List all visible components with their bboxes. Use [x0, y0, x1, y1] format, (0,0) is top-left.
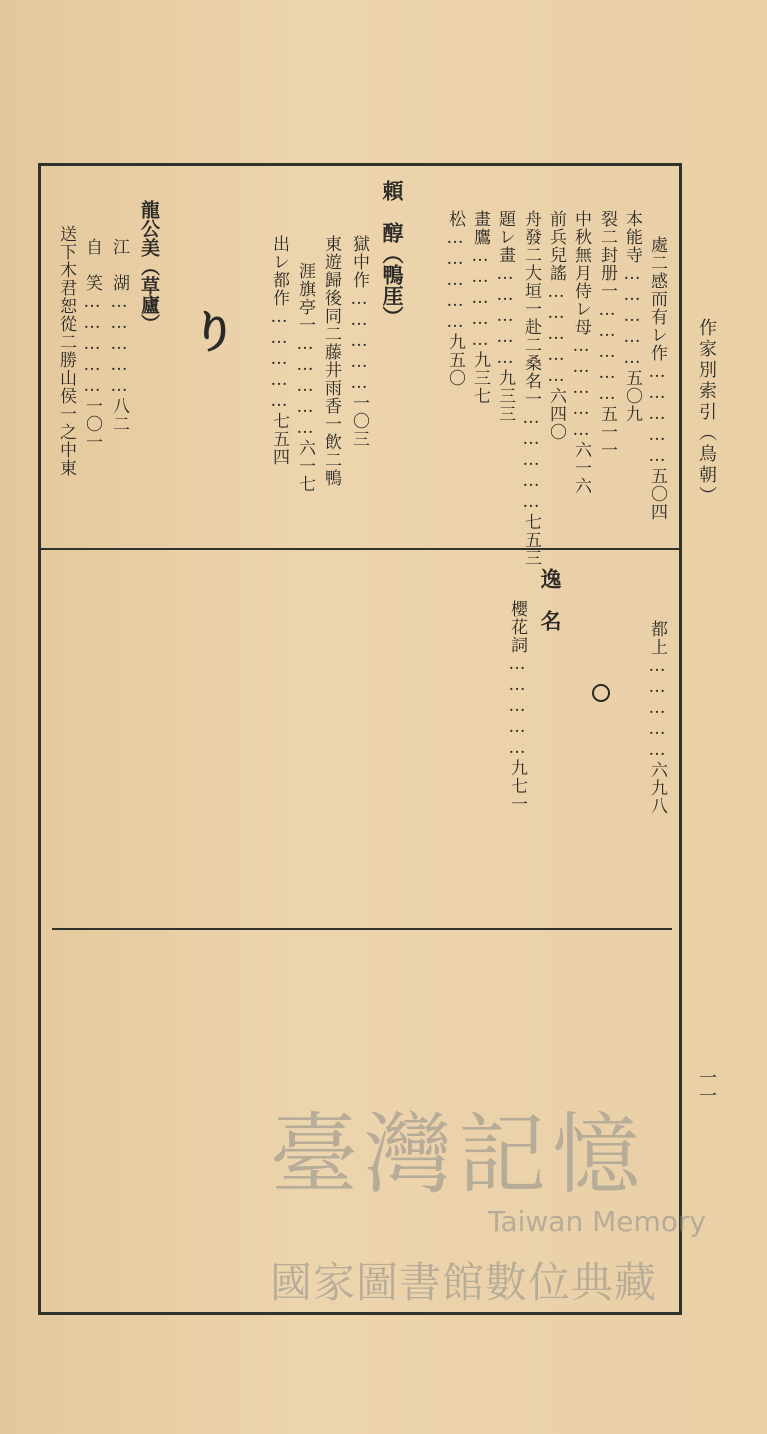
- watermark-library: 國家圖書館數位典藏: [270, 1258, 658, 1307]
- index-entry: 送下木君恕從二勝山侯一之中東: [56, 225, 76, 477]
- index-entry: 涯旗亭一……………六一七: [295, 262, 315, 493]
- kana-section-heading: り: [192, 307, 236, 358]
- section-divider-1: [41, 548, 681, 550]
- running-title: 作家別索引（鳥朝）: [696, 318, 717, 507]
- author-name: 龍公美（草廬）: [138, 200, 160, 333]
- index-entry: 江 湖……………八二: [109, 238, 129, 433]
- author-name: 逸 名: [538, 568, 563, 631]
- author-name: 頼 醇（鴨厓）: [380, 180, 405, 327]
- watermark-english: Taiwan Memory: [488, 1205, 706, 1238]
- index-entry: 自 笑……………一〇一: [82, 238, 102, 451]
- index-entry: 東遊歸後同二藤井雨香一飲二鴨: [321, 235, 341, 487]
- index-entry: 裂二封册一……………五一一: [597, 210, 617, 459]
- index-entry: 畫鷹……………九三七: [470, 210, 490, 405]
- index-entry: 前兵兒謠……………六四〇: [546, 210, 566, 441]
- index-entry: 櫻花詞……………九七一: [507, 600, 527, 813]
- index-entry: 中秋無月侍レ母……………六一六: [571, 210, 591, 495]
- index-entry: 出レ都作……………七五四: [269, 235, 289, 466]
- circle-mark: [592, 684, 610, 702]
- index-entry: 本能寺……………五〇九: [622, 210, 642, 423]
- index-entry: 松……………九五〇: [445, 210, 465, 387]
- index-entry: 舟發二大垣一赴二桑名一……………七五三: [521, 210, 541, 567]
- index-entry: 都上……………六九八: [647, 620, 667, 815]
- index-entry: 題レ畫……………九三三: [495, 210, 515, 423]
- watermark-title: 臺灣記憶: [270, 1103, 647, 1206]
- watermark: [270, 1085, 740, 1307]
- index-entry: 獄中作……………一〇三: [349, 235, 369, 448]
- index-entry: 處二感而有レ作……………五〇四: [647, 236, 667, 521]
- section-divider-2: [52, 928, 672, 930]
- page-number: 一一: [696, 1068, 717, 1104]
